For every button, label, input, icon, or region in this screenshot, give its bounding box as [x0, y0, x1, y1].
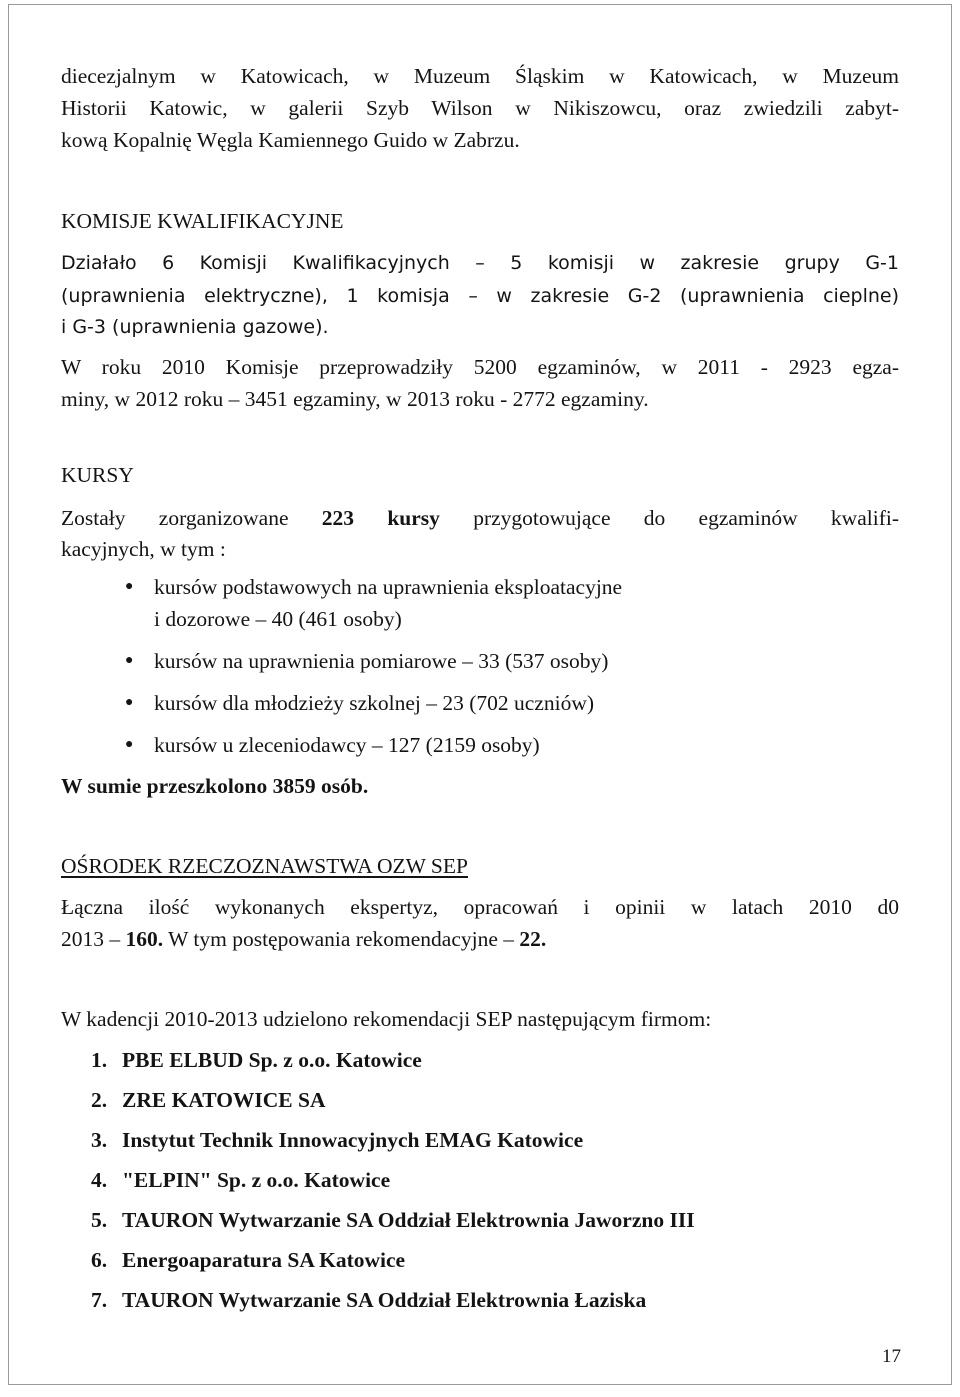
- komisje-para2-line-2: miny, w 2012 roku – 3451 egzaminy, w 2013 roku - 2772 egzaminy.: [61, 387, 649, 411]
- komisje-para1-line-2: (uprawnienia elektryczne), 1 komisja – w zakresie G-2 (uprawnienia cieplne): [61, 285, 899, 307]
- kursy-intro-prefix: Zostały zorganizowane: [61, 506, 322, 530]
- kursy-count: 223 kursy: [321, 506, 440, 530]
- intro-line-1: diecezjalnym w Katowicach, w Muzeum Śląskim w Katowicach, w Muzeum: [61, 64, 899, 88]
- document-page: [8, 4, 952, 1385]
- kursy-intro-line-2: kacyjnych, w tym :: [61, 537, 226, 561]
- osrodek-rekom-count: 22.: [519, 927, 547, 951]
- firm-name: "ELPIN" Sp. z o.o. Katowice: [122, 1168, 391, 1192]
- osrodek-line-2: [61, 926, 546, 952]
- kursy-intro-line-1: [61, 505, 899, 531]
- firm-name: Instytut Technik Innowacyjnych EMAG Katowice: [122, 1128, 584, 1152]
- firm-name: Energoaparatura SA Katowice: [122, 1248, 406, 1272]
- firm-number: 7.: [91, 1288, 108, 1312]
- bullet-icon: ●: [125, 579, 134, 594]
- page-number: 17: [882, 1346, 901, 1367]
- osrodek-years: 2013 –: [61, 927, 126, 951]
- firm-number: 2.: [91, 1088, 108, 1112]
- kursy-item-1-line-1: kursów podstawowych na uprawnienia eksploatacyjne: [154, 575, 623, 599]
- kursy-item-4: kursów u zleceniodawcy – 127 (2159 osoby): [154, 733, 540, 757]
- bullet-icon: ●: [125, 653, 134, 668]
- firm-name: ZRE KATOWICE SA: [122, 1088, 326, 1112]
- rekomendacje-intro: W kadencji 2010-2013 udzielono rekomendacji SEP następującym firmom:: [61, 1007, 712, 1031]
- kursy-item-1-line-2: i dozorowe – 40 (461 osoby): [154, 607, 402, 631]
- firm-number: 3.: [91, 1128, 108, 1152]
- osrodek-rekom-label: W tym postępowania rekomendacyjne –: [163, 927, 520, 951]
- bullet-icon: ●: [125, 695, 134, 710]
- osrodek-heading: OŚRODEK RZECZOZNAWSTWA OZW SEP: [61, 854, 468, 878]
- kursy-summary: W sumie przeszkolono 3859 osób.: [61, 774, 369, 798]
- komisje-para1-line-1: Działało 6 Komisji Kwalifikacyjnych – 5 komisji w zakresie grupy G-1: [61, 252, 899, 274]
- firm-name: PBE ELBUD Sp. z o.o. Katowice: [122, 1048, 422, 1072]
- firm-number: 5.: [91, 1208, 108, 1232]
- firm-name: TAURON Wytwarzanie SA Oddział Elektrownia Łaziska: [122, 1288, 647, 1312]
- firm-name: TAURON Wytwarzanie SA Oddział Elektrownia Jaworzno III: [122, 1208, 695, 1232]
- firm-number: 1.: [91, 1048, 108, 1072]
- kursy-item-2: kursów na uprawnienia pomiarowe – 33 (537 osoby): [154, 649, 609, 673]
- komisje-heading: KOMISJE KWALIFIKACYJNE: [61, 209, 344, 233]
- intro-line-3: kową Kopalnię Węgla Kamiennego Guido w Zabrzu.: [61, 128, 520, 152]
- komisje-para1-line-3: i G-3 (uprawnienia gazowe).: [61, 316, 329, 338]
- osrodek-total: 160.: [125, 927, 164, 951]
- firm-number: 6.: [91, 1248, 108, 1272]
- kursy-item-3: kursów dla młodzieży szkolnej – 23 (702 uczniów): [154, 691, 595, 715]
- kursy-intro-suffix: przygotowujące do egzaminów kwalifi-: [439, 506, 899, 530]
- osrodek-line-1: Łączna ilość wykonanych ekspertyz, opracowań i opinii w latach 2010 d0: [61, 895, 899, 919]
- intro-line-2: Historii Katowic, w galerii Szyb Wilson w Nikiszowcu, oraz zwiedzili zabyt-: [61, 96, 899, 120]
- bullet-icon: ●: [125, 737, 134, 752]
- komisje-para2-line-1: W roku 2010 Komisje przeprowadziły 5200 egzaminów, w 2011 - 2923 egza-: [61, 355, 899, 379]
- firm-number: 4.: [91, 1168, 108, 1192]
- kursy-heading: KURSY: [61, 463, 134, 487]
